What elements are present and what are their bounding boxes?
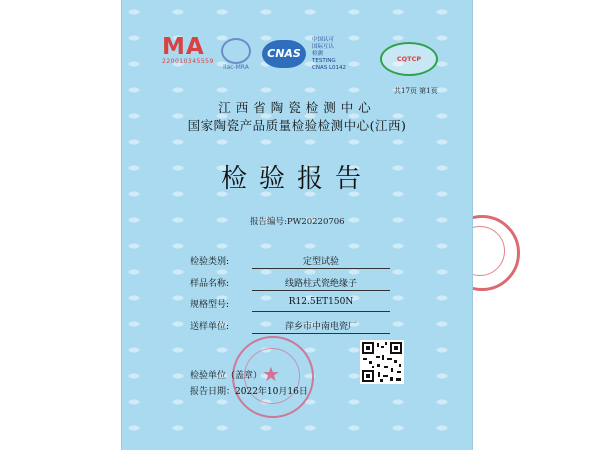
cnas-info-line: 检测 [312, 51, 324, 57]
cnas-info-line: 国际互认 [312, 44, 335, 50]
issuer-line-1: 江西省陶瓷检测中心 [218, 100, 376, 115]
cnas-info-line: 中国认可 [312, 37, 335, 43]
report-date [190, 384, 308, 397]
field-value-sample-name: 线路柱式瓷绝缘子 [284, 279, 357, 289]
cqtc-logo [380, 42, 438, 76]
cma-mark: MA [162, 34, 205, 60]
star-icon: ★ [262, 362, 280, 386]
report-number [250, 215, 345, 227]
field-underline [252, 311, 390, 312]
cnas-logo [262, 40, 306, 68]
report-date-value: 2022年10月16日 [235, 387, 308, 397]
field-label-sample-name: 样品名称: [190, 279, 230, 289]
field-label-model: 规格型号: [190, 300, 230, 310]
page-count: 共17页 第1页 [394, 87, 438, 95]
report-date-label: 报告日期： [190, 387, 236, 397]
inspection-unit-label: 检验单位（盖章） [190, 371, 263, 381]
field-label-submitting-unit: 送样单位: [190, 322, 230, 332]
report-number-value: PW20220706 [286, 217, 345, 227]
field-underline [252, 268, 390, 269]
cnas-info-line: TESTING [312, 58, 336, 64]
cnas-label: CNAS [267, 47, 301, 60]
field-underline [252, 290, 390, 291]
field-label-inspection-type: 检验类别: [190, 257, 230, 267]
qr-code-icon [360, 340, 404, 384]
cma-number: 220010345559 [162, 58, 214, 65]
report-number-label: 报告编号: [250, 217, 287, 227]
ilac-label: ilac-MRA [223, 64, 249, 71]
certificate-page [122, 0, 472, 450]
cqtc-label: CQTCP [396, 55, 422, 63]
document-title: 检验报告 [220, 164, 373, 194]
ilac-mra-logo [218, 38, 254, 71]
cnas-accreditation-text [312, 37, 372, 72]
cnas-info-line: CNAS L0142 [312, 65, 347, 71]
ilac-ring-icon [221, 38, 251, 64]
field-value-inspection-type: 定型试验 [302, 257, 339, 267]
issuer-line-2: 国家陶瓷产品质量检验检测中心(江西) [187, 118, 407, 133]
field-underline [252, 333, 390, 334]
field-value-model: R12.5ET150N [288, 297, 354, 307]
cma-logo [162, 36, 214, 70]
field-value-submitting-unit: 萍乡市中南电瓷厂 [284, 322, 357, 332]
